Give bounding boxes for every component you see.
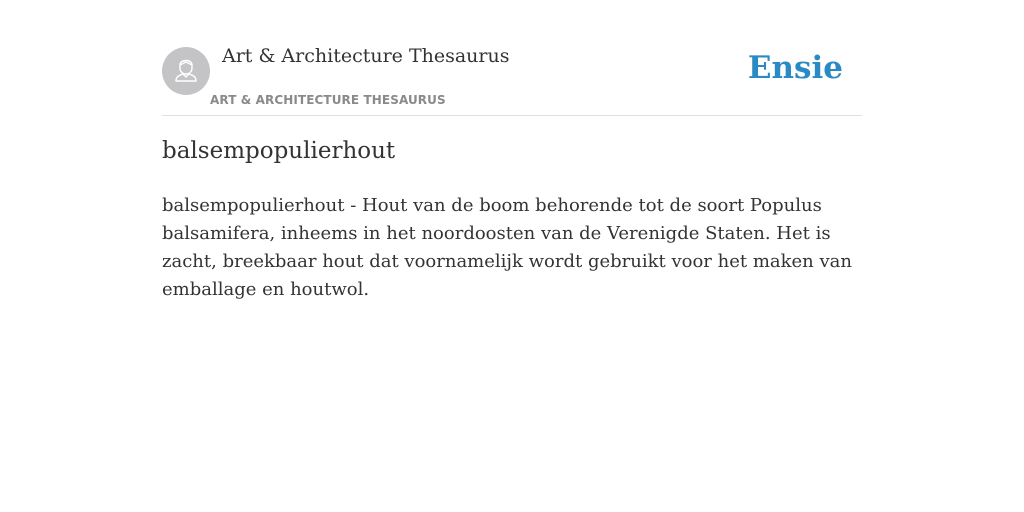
- source-subtitle[interactable]: ART & ARCHITECTURE THESAURUS: [210, 93, 446, 107]
- brand-logo[interactable]: Ensie: [747, 50, 843, 86]
- source-header: [162, 40, 862, 116]
- source-title[interactable]: Art & Architecture Thesaurus: [222, 45, 510, 67]
- user-icon: [171, 54, 201, 89]
- definition-text: balsempopulierhout - Hout van de boom behorende tot de soort Populus balsamifera, inheems in het noordoosten van de Verenigde Staten. Het is zacht, breekbaar hout dat voornamelijk wordt gebruikt voor het maken van emballage en houtwol.: [162, 195, 852, 300]
- avatar[interactable]: [162, 47, 210, 95]
- page-title: balsempopulierhout: [162, 138, 396, 164]
